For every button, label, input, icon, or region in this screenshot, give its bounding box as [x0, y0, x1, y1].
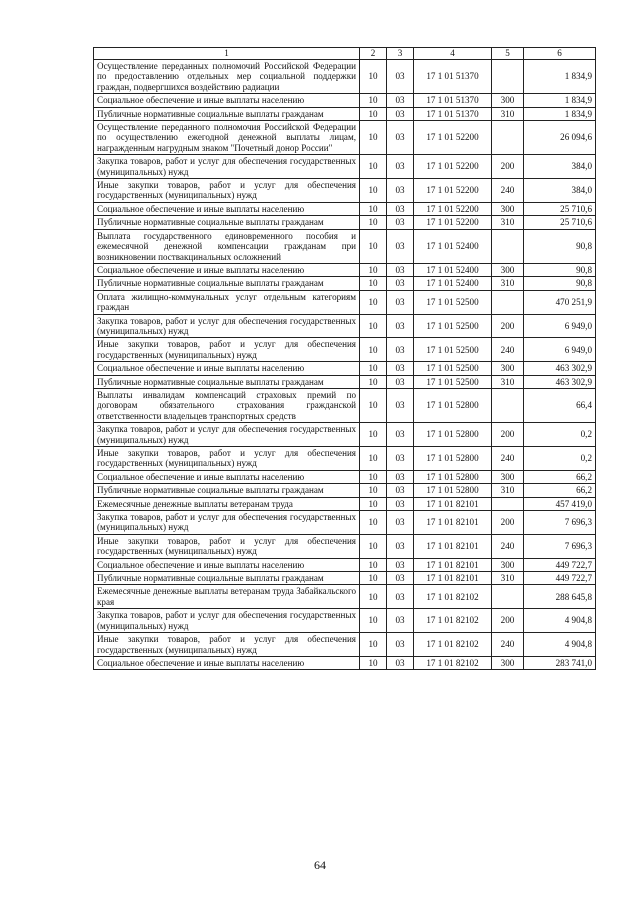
table-row [94, 585, 596, 609]
section-code-cell: 10 [360, 609, 387, 633]
target-article-cell: 17 1 01 52400 [414, 229, 492, 263]
table-row [94, 277, 596, 290]
table-row [94, 121, 596, 155]
subsection-code-cell: 03 [387, 155, 414, 179]
expense-type-cell: 240 [492, 179, 524, 203]
expense-name-cell: Закупка товаров, работ и услуг для обеспечения государственных (муниципальных) нужд [94, 609, 360, 633]
expense-name-cell: Иные закупки товаров, работ и услуг для обеспечения государственных (муниципальных) нужд [94, 633, 360, 657]
subsection-code-cell: 03 [387, 497, 414, 510]
target-article-cell: 17 1 01 52500 [414, 338, 492, 362]
section-code-cell: 10 [360, 94, 387, 107]
expense-type-cell: 240 [492, 338, 524, 362]
table-row [94, 290, 596, 314]
amount-cell: 0,2 [524, 423, 596, 447]
subsection-code-cell: 03 [387, 511, 414, 535]
subsection-code-cell: 03 [387, 423, 414, 447]
amount-cell: 384,0 [524, 155, 596, 179]
amount-cell: 457 419,0 [524, 497, 596, 510]
table-row [94, 609, 596, 633]
amount-cell: 288 645,8 [524, 585, 596, 609]
amount-cell: 6 949,0 [524, 338, 596, 362]
expense-name-cell: Иные закупки товаров, работ и услуг для обеспечения государственных (муниципальных) нужд [94, 338, 360, 362]
section-code-cell: 10 [360, 229, 387, 263]
amount-cell: 66,4 [524, 388, 596, 422]
amount-cell: 90,8 [524, 263, 596, 276]
section-code-cell: 10 [360, 290, 387, 314]
expense-name-cell: Социальное обеспечение и иные выплаты населению [94, 470, 360, 483]
section-code-cell: 10 [360, 534, 387, 558]
subsection-code-cell: 03 [387, 656, 414, 669]
subsection-code-cell: 03 [387, 585, 414, 609]
amount-cell: 90,8 [524, 277, 596, 290]
target-article-cell: 17 1 01 82101 [414, 572, 492, 585]
expense-name-cell: Закупка товаров, работ и услуг для обеспечения государственных (муниципальных) нужд [94, 511, 360, 535]
expense-name-cell: Закупка товаров, работ и услуг для обеспечения государственных (муниципальных) нужд [94, 155, 360, 179]
subsection-code-cell: 03 [387, 375, 414, 388]
target-article-cell: 17 1 01 51370 [414, 60, 492, 94]
section-code-cell: 10 [360, 633, 387, 657]
target-article-cell: 17 1 01 82101 [414, 497, 492, 510]
column-header-1: 1 [94, 48, 360, 60]
table-row [94, 107, 596, 120]
section-code-cell: 10 [360, 572, 387, 585]
amount-cell: 26 094,6 [524, 121, 596, 155]
table-row [94, 633, 596, 657]
expense-type-cell: 240 [492, 534, 524, 558]
expense-type-cell: 300 [492, 263, 524, 276]
subsection-code-cell: 03 [387, 447, 414, 471]
expense-type-cell [492, 60, 524, 94]
section-code-cell: 10 [360, 656, 387, 669]
section-code-cell: 10 [360, 216, 387, 229]
expense-name-cell: Иные закупки товаров, работ и услуг для обеспечения государственных (муниципальных) нужд [94, 534, 360, 558]
target-article-cell: 17 1 01 52500 [414, 362, 492, 375]
subsection-code-cell: 03 [387, 470, 414, 483]
table-row [94, 656, 596, 669]
expense-name-cell: Социальное обеспечение и иные выплаты населению [94, 94, 360, 107]
expense-name-cell: Публичные нормативные социальные выплаты гражданам [94, 484, 360, 497]
expense-name-cell: Публичные нормативные социальные выплаты гражданам [94, 277, 360, 290]
expense-name-cell: Закупка товаров, работ и услуг для обеспечения государственных (муниципальных) нужд [94, 423, 360, 447]
subsection-code-cell: 03 [387, 179, 414, 203]
subsection-code-cell: 03 [387, 362, 414, 375]
subsection-code-cell: 03 [387, 388, 414, 422]
amount-cell: 90,8 [524, 229, 596, 263]
target-article-cell: 17 1 01 52800 [414, 447, 492, 471]
subsection-code-cell: 03 [387, 94, 414, 107]
target-article-cell: 17 1 01 52200 [414, 121, 492, 155]
table-row [94, 497, 596, 510]
table-header-row [94, 48, 596, 60]
expense-name-cell: Социальное обеспечение и иные выплаты населению [94, 263, 360, 276]
expense-type-cell: 300 [492, 470, 524, 483]
subsection-code-cell: 03 [387, 314, 414, 338]
table-row [94, 484, 596, 497]
section-code-cell: 10 [360, 314, 387, 338]
target-article-cell: 17 1 01 82102 [414, 656, 492, 669]
expense-type-cell: 310 [492, 107, 524, 120]
target-article-cell: 17 1 01 52400 [414, 277, 492, 290]
subsection-code-cell: 03 [387, 484, 414, 497]
expense-name-cell: Осуществление переданных полномочий Российской Федерации по предоставлению отдельных мер социальной поддержки граждан, подвергшихся воздействию радиации [94, 60, 360, 94]
amount-cell: 1 834,9 [524, 94, 596, 107]
section-code-cell: 10 [360, 121, 387, 155]
expense-name-cell: Публичные нормативные социальные выплаты гражданам [94, 572, 360, 585]
expense-name-cell: Публичные нормативные социальные выплаты гражданам [94, 375, 360, 388]
table-row [94, 470, 596, 483]
amount-cell: 4 904,8 [524, 609, 596, 633]
table-row [94, 362, 596, 375]
target-article-cell: 17 1 01 82101 [414, 558, 492, 571]
amount-cell: 1 834,9 [524, 60, 596, 94]
table-row [94, 60, 596, 94]
section-code-cell: 10 [360, 375, 387, 388]
amount-cell: 0,2 [524, 447, 596, 471]
column-header-6: 6 [524, 48, 596, 60]
expense-type-cell: 240 [492, 633, 524, 657]
target-article-cell: 17 1 01 82101 [414, 534, 492, 558]
subsection-code-cell: 03 [387, 229, 414, 263]
amount-cell: 463 302,9 [524, 362, 596, 375]
subsection-code-cell: 03 [387, 558, 414, 571]
amount-cell: 283 741,0 [524, 656, 596, 669]
section-code-cell: 10 [360, 585, 387, 609]
subsection-code-cell: 03 [387, 263, 414, 276]
section-code-cell: 10 [360, 470, 387, 483]
expense-type-cell: 300 [492, 558, 524, 571]
target-article-cell: 17 1 01 82102 [414, 633, 492, 657]
section-code-cell: 10 [360, 423, 387, 447]
column-header-4: 4 [414, 48, 492, 60]
subsection-code-cell: 03 [387, 60, 414, 94]
target-article-cell: 17 1 01 51370 [414, 94, 492, 107]
subsection-code-cell: 03 [387, 609, 414, 633]
expense-type-cell: 200 [492, 609, 524, 633]
expense-type-cell: 300 [492, 362, 524, 375]
section-code-cell: 10 [360, 107, 387, 120]
table-row [94, 558, 596, 571]
subsection-code-cell: 03 [387, 121, 414, 155]
target-article-cell: 17 1 01 52500 [414, 375, 492, 388]
expense-type-cell: 200 [492, 314, 524, 338]
table-row [94, 423, 596, 447]
table-row [94, 202, 596, 215]
table-row [94, 534, 596, 558]
expense-name-cell: Публичные нормативные социальные выплаты гражданам [94, 107, 360, 120]
section-code-cell: 10 [360, 338, 387, 362]
table-row [94, 447, 596, 471]
section-code-cell: 10 [360, 497, 387, 510]
target-article-cell: 17 1 01 52500 [414, 314, 492, 338]
expense-name-cell: Ежемесячные денежные выплаты ветеранам труда [94, 497, 360, 510]
target-article-cell: 17 1 01 52200 [414, 155, 492, 179]
table-row [94, 229, 596, 263]
expense-type-cell [492, 585, 524, 609]
amount-cell: 25 710,6 [524, 202, 596, 215]
expense-type-cell [492, 388, 524, 422]
amount-cell: 66,2 [524, 470, 596, 483]
expense-name-cell: Публичные нормативные социальные выплаты гражданам [94, 216, 360, 229]
expense-name-cell: Социальное обеспечение и иные выплаты населению [94, 362, 360, 375]
expense-type-cell: 310 [492, 484, 524, 497]
subsection-code-cell: 03 [387, 534, 414, 558]
expense-type-cell [492, 497, 524, 510]
table-row [94, 572, 596, 585]
amount-cell: 7 696,3 [524, 534, 596, 558]
amount-cell: 66,2 [524, 484, 596, 497]
table-row [94, 388, 596, 422]
expense-name-cell: Оплата жилищно-коммунальных услуг отдельным категориям граждан [94, 290, 360, 314]
expense-type-cell [492, 290, 524, 314]
table-row [94, 94, 596, 107]
budget-table [93, 47, 596, 670]
section-code-cell: 10 [360, 447, 387, 471]
expense-type-cell: 310 [492, 277, 524, 290]
target-article-cell: 17 1 01 52800 [414, 423, 492, 447]
table-row [94, 179, 596, 203]
expense-name-cell: Осуществление переданного полномочия Российской Федерации по осуществлению ежегодной денежной выплаты лицам, награжденным нагрудным знаком "Почетный донор России" [94, 121, 360, 155]
target-article-cell: 17 1 01 52800 [414, 484, 492, 497]
amount-cell: 7 696,3 [524, 511, 596, 535]
section-code-cell: 10 [360, 60, 387, 94]
expense-type-cell: 300 [492, 202, 524, 215]
amount-cell: 463 302,9 [524, 375, 596, 388]
amount-cell: 384,0 [524, 179, 596, 203]
section-code-cell: 10 [360, 202, 387, 215]
target-article-cell: 17 1 01 52200 [414, 216, 492, 229]
expense-type-cell: 310 [492, 375, 524, 388]
target-article-cell: 17 1 01 82101 [414, 511, 492, 535]
section-code-cell: 10 [360, 362, 387, 375]
expense-type-cell: 310 [492, 572, 524, 585]
target-article-cell: 17 1 01 52800 [414, 470, 492, 483]
expense-name-cell: Выплата государственного единовременного пособия и ежемесячной денежной компенсации гражданам при возникновении поствакцинальных осложнений [94, 229, 360, 263]
column-header-5: 5 [492, 48, 524, 60]
expense-type-cell: 300 [492, 656, 524, 669]
expense-type-cell: 200 [492, 511, 524, 535]
expense-name-cell: Выплаты инвалидам компенсаций страховых премий по договорам обязательного страхования гражданской ответственности владельцев транспортных средств [94, 388, 360, 422]
table-body [94, 60, 596, 670]
table-row [94, 216, 596, 229]
section-code-cell: 10 [360, 263, 387, 276]
section-code-cell: 10 [360, 155, 387, 179]
target-article-cell: 17 1 01 52200 [414, 179, 492, 203]
subsection-code-cell: 03 [387, 216, 414, 229]
section-code-cell: 10 [360, 558, 387, 571]
expense-name-cell: Иные закупки товаров, работ и услуг для обеспечения государственных (муниципальных) нужд [94, 447, 360, 471]
column-header-2: 2 [360, 48, 387, 60]
target-article-cell: 17 1 01 52800 [414, 388, 492, 422]
expense-type-cell [492, 121, 524, 155]
expense-type-cell: 240 [492, 447, 524, 471]
section-code-cell: 10 [360, 277, 387, 290]
subsection-code-cell: 03 [387, 633, 414, 657]
expense-name-cell: Иные закупки товаров, работ и услуг для обеспечения государственных (муниципальных) нужд [94, 179, 360, 203]
target-article-cell: 17 1 01 82102 [414, 609, 492, 633]
expense-type-cell: 200 [492, 423, 524, 447]
subsection-code-cell: 03 [387, 277, 414, 290]
page-number: 64 [314, 858, 326, 872]
table-row [94, 314, 596, 338]
section-code-cell: 10 [360, 388, 387, 422]
expense-name-cell: Ежемесячные денежные выплаты ветеранам труда Забайкальского края [94, 585, 360, 609]
section-code-cell: 10 [360, 511, 387, 535]
table-row [94, 263, 596, 276]
amount-cell: 25 710,6 [524, 216, 596, 229]
expense-type-cell: 310 [492, 216, 524, 229]
amount-cell: 1 834,9 [524, 107, 596, 120]
subsection-code-cell: 03 [387, 290, 414, 314]
expense-name-cell: Социальное обеспечение и иные выплаты населению [94, 656, 360, 669]
expense-name-cell: Социальное обеспечение и иные выплаты населению [94, 558, 360, 571]
subsection-code-cell: 03 [387, 572, 414, 585]
expense-name-cell: Закупка товаров, работ и услуг для обеспечения государственных (муниципальных) нужд [94, 314, 360, 338]
section-code-cell: 10 [360, 484, 387, 497]
subsection-code-cell: 03 [387, 107, 414, 120]
amount-cell: 449 722,7 [524, 558, 596, 571]
table-row [94, 155, 596, 179]
target-article-cell: 17 1 01 52500 [414, 290, 492, 314]
amount-cell: 4 904,8 [524, 633, 596, 657]
target-article-cell: 17 1 01 52400 [414, 263, 492, 276]
target-article-cell: 17 1 01 52200 [414, 202, 492, 215]
amount-cell: 449 722,7 [524, 572, 596, 585]
table-row [94, 338, 596, 362]
target-article-cell: 17 1 01 82102 [414, 585, 492, 609]
subsection-code-cell: 03 [387, 202, 414, 215]
expense-name-cell: Социальное обеспечение и иные выплаты населению [94, 202, 360, 215]
target-article-cell: 17 1 01 51370 [414, 107, 492, 120]
subsection-code-cell: 03 [387, 338, 414, 362]
table-row [94, 375, 596, 388]
expense-type-cell: 300 [492, 94, 524, 107]
column-header-3: 3 [387, 48, 414, 60]
table-row [94, 511, 596, 535]
amount-cell: 6 949,0 [524, 314, 596, 338]
amount-cell: 470 251,9 [524, 290, 596, 314]
expense-type-cell: 200 [492, 155, 524, 179]
expense-type-cell [492, 229, 524, 263]
section-code-cell: 10 [360, 179, 387, 203]
